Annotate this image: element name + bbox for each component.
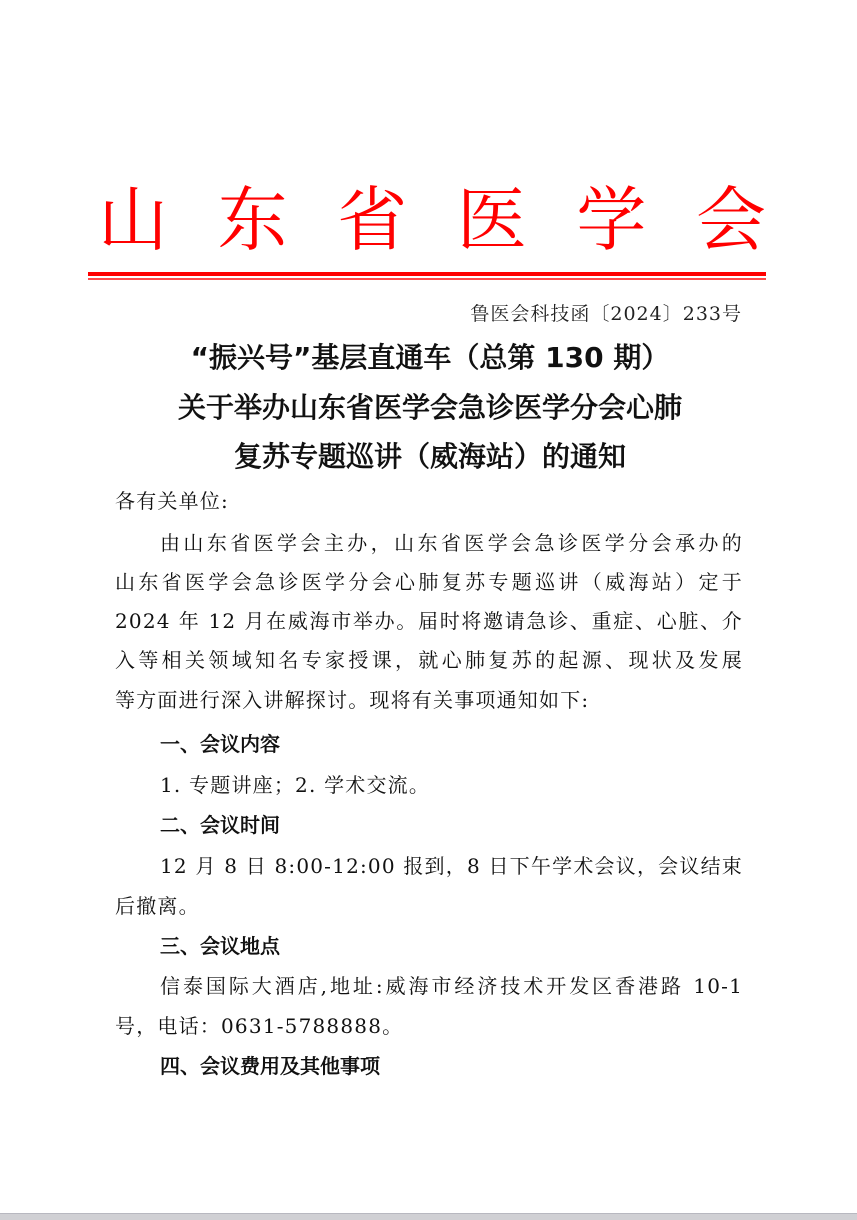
intro-line: 2024 年 12 月在威海市举办。届时将邀请急诊、重症、心脏、介 bbox=[115, 609, 743, 633]
section-heading-content: 一、会议内容 bbox=[160, 732, 280, 756]
masthead-char: 省 bbox=[337, 179, 408, 261]
masthead-char: 会 bbox=[695, 179, 766, 261]
section-heading-fees: 四、会议费用及其他事项 bbox=[160, 1054, 380, 1078]
salutation: 各有关单位: bbox=[115, 489, 229, 513]
title-line-2: 关于举办山东省医学会急诊医学分会心肺 bbox=[177, 391, 682, 424]
section-text: 1. 专题讲座；2. 学术交流。 bbox=[160, 773, 431, 797]
section-text: 12 月 8 日 8:00-12:00 报到，8 日下午学术会议，会议结束 bbox=[160, 854, 743, 878]
section-text: 信泰国际大酒店,地址:威海市经济技术开发区香港路 10-1 bbox=[160, 974, 743, 998]
masthead-char: 医 bbox=[456, 179, 527, 261]
section-text: 号，电话：0631-5788888。 bbox=[115, 1014, 404, 1038]
document-number: 鲁医会科技函〔2024〕233号 bbox=[470, 303, 742, 325]
masthead-organization bbox=[92, 180, 772, 260]
red-divider-thick bbox=[88, 272, 766, 276]
masthead-char: 东 bbox=[217, 179, 288, 261]
title-line-3: 复苏专题巡讲（威海站）的通知 bbox=[233, 440, 626, 473]
title-line-1: “振兴号”基层直通车（总第 130 期） bbox=[190, 341, 670, 374]
intro-line: 等方面进行深入讲解探讨。现将有关事项通知如下: bbox=[115, 688, 590, 712]
intro-line: 由山东省医学会主办，山东省医学会急诊医学分会承办的 bbox=[160, 531, 743, 555]
masthead-char: 山 bbox=[98, 179, 168, 261]
intro-line: 入等相关领域知名专家授课，就心肺复苏的起源、现状及发展 bbox=[115, 648, 743, 672]
section-text: 后撤离。 bbox=[115, 894, 200, 918]
intro-line: 山东省医学会急诊医学分会心肺复苏专题巡讲（威海站）定于 bbox=[115, 570, 743, 594]
masthead-char: 学 bbox=[576, 179, 647, 261]
section-heading-time: 二、会议时间 bbox=[160, 813, 280, 837]
red-divider-thin bbox=[88, 278, 766, 280]
section-heading-location: 三、会议地点 bbox=[160, 934, 280, 958]
